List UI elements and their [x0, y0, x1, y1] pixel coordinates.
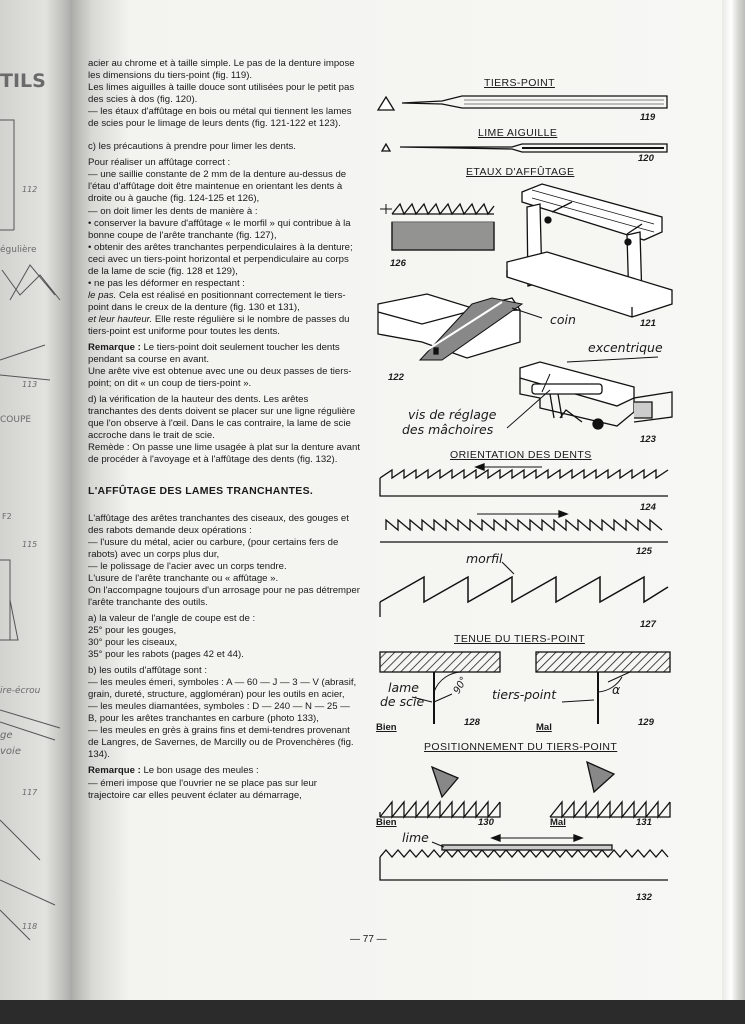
fig-annotation: des mâchoires — [402, 422, 494, 437]
list-item: 25° pour les gouges, — [88, 624, 177, 636]
fig-title: LIME AIGUILLE — [478, 127, 558, 139]
paragraph-rest: Le tiers-point doit seulement toucher les dents pendant sa course en avant. — [88, 342, 340, 366]
bien-label: Bien — [376, 722, 397, 733]
mal-label: Mal — [550, 817, 566, 828]
paragraph: — les meules en grès à grains fins et demi-tendres provenant de Langres, de Savernes, de Marcilly ou de Provenchères (fig. 134). — [88, 725, 354, 761]
fig-title: ORIENTATION DES DENTS — [450, 449, 592, 461]
paragraph: b) les outils d'affûtage sont : — [88, 665, 207, 677]
fig-number: 119 — [640, 112, 656, 123]
flat-file — [442, 845, 612, 850]
paragraph: d) la vérification de la hauteur des dents. Les arêtes tranchantes des dents doivent se placer sur une ligne régulière que l'on observe à l'œil. Dans le cas contraire, la lame de scie accroche dans le trait de scie. — [88, 394, 356, 442]
fig-annotation: lime — [402, 830, 429, 845]
paragraph: — une saillie constante de 2 mm de la denture au-dessus de l'étau d'affûtage doit être maintenue en orientant les dents à droite ou à gauche (fig. 124-125 et 126), — [88, 169, 347, 205]
paragraph: L'usure de l'arête tranchante ou « affûtage ». — [88, 572, 279, 584]
paragraph-rest: Cela est réalisé en positionnant correctement le tiers-point dans le creux de la denture (fig. 130 et 131), — [88, 289, 346, 313]
fig-number: 125 — [636, 546, 652, 557]
saw-blade-hatched — [536, 652, 670, 672]
triangle-section-icon — [378, 97, 394, 110]
saw-teeth-right — [386, 520, 662, 530]
paragraph: — le polissage de l'acier avec un corps tendre. — [88, 560, 287, 572]
remark-label: Remarque : — [88, 342, 141, 354]
paragraph: — les meules émeri, symboles : A — 60 — J — 3 — V (abrasif, grain, dureté, structure, aggloméran) pour les outils en acier, — [88, 677, 357, 701]
paragraph: acier au chrome et à taille simple. Le pas de la denture impose les dimensions du tiers-point (fig. 119). — [88, 58, 355, 82]
fig-number: 132 — [636, 892, 652, 903]
prev-page-label: F2 — [2, 512, 12, 521]
paragraph — [88, 765, 360, 777]
fig-title: TIERS-POINT — [484, 77, 555, 89]
angle-label: α — [612, 682, 621, 697]
tiers-point-triangle — [432, 767, 458, 797]
paragraph: — on doit limer les dents de manière à : — [88, 205, 258, 217]
triangle-section-icon — [382, 144, 390, 151]
paragraph: c) les précautions à prendre pour limer les dents. — [88, 141, 296, 153]
fig-annotation: vis de réglage — [408, 407, 497, 422]
paragraph: • obtenir des arêtes tranchantes perpendiculaires à la denture; ceci avec un tiers-point horizontal et perpendiculaire au corps de la lame de scie (fig. 128 et 129), — [88, 241, 353, 277]
prev-page-header: TILS — [0, 70, 46, 92]
prev-page-label: égulière — [0, 245, 37, 255]
paragraph: Remède : On passe une lime usagée à plat sur la denture avant de procéder à l'avoyage et à l'affûtage des dents (fig. 132). — [88, 442, 360, 466]
fig-number: 128 — [464, 717, 480, 728]
mal-label: Mal — [536, 722, 552, 733]
list-item: 30° pour les ciseaux, — [88, 637, 178, 649]
tiers-point-triangle — [587, 762, 614, 792]
prev-page-label: voie — [0, 746, 21, 757]
saw-blade-hatched — [380, 652, 500, 672]
fig-annotation: excentrique — [588, 340, 663, 355]
bien-label: Bien — [376, 817, 397, 828]
fig-number: 127 — [640, 619, 656, 630]
paragraph: — émeri impose que l'ouvrier ne se place pas sur leur trajectoire car elles peuvent éclater au démarrage, — [88, 777, 317, 801]
saw-teeth — [392, 204, 494, 214]
file-tiers-point — [402, 96, 667, 108]
paragraph: • conserver la bavure d'affûtage « le morfil » qui contribue à la bonne coupe de l'arête tranchante (fig. 127), — [88, 217, 351, 241]
prev-page-label: COUPE — [0, 415, 32, 425]
fig-annotation: coin — [550, 312, 576, 327]
paragraph: — l'usure du métal, acier ou carbure, (pour certains fers de rabots) avec un corps plus dur, — [88, 536, 339, 560]
bottom-band — [0, 1000, 745, 1024]
vise-top-bar — [522, 184, 662, 240]
remark-label: Remarque : — [88, 765, 141, 777]
fig-annotation: tiers-point — [492, 687, 557, 702]
page-edge — [722, 0, 745, 1000]
paragraph: • ne pas les déformer en respectant : — [88, 277, 245, 289]
prev-page-label: 112 — [22, 185, 38, 194]
fig-annotation: de scie — [380, 694, 425, 709]
paragraph-rest: Elle reste régulière si le nombre de passes du tiers-point est uniforme pour toutes les dents. — [88, 313, 350, 337]
emphasis: et leur hauteur. — [88, 313, 153, 325]
fig-annotation: morfil — [466, 551, 503, 566]
paragraph: — les étaux d'affûtage en bois ou métal qui tiennent les lames de scies pour le limage de leurs dents (fig. 121-122 et 123). — [88, 106, 352, 130]
fig-number: 126 — [390, 258, 406, 269]
page-number: — 77 — — [350, 934, 387, 945]
paragraph — [88, 342, 360, 366]
fig-annotation: lame — [388, 680, 419, 695]
fig-number: 121 — [640, 318, 656, 329]
paragraph-rest: Le bon usage des meules : — [140, 765, 259, 777]
emphasis: le pas. — [88, 289, 117, 301]
fig-number: 130 — [478, 817, 494, 828]
saw-teeth-jointing — [380, 850, 668, 857]
vise-base — [507, 252, 672, 317]
paragraph: On l'accompagne toujours d'un arrosage pour ne pas détremper l'arête tranchante des outils. — [88, 584, 360, 608]
prev-page-label: ire-écrou — [0, 686, 41, 696]
prev-page-label: 115 — [22, 540, 38, 549]
fig-number: 129 — [638, 717, 654, 728]
prev-page-label: 117 — [22, 788, 38, 797]
paragraph: a) la valeur de l'angle de coupe est de : — [88, 612, 256, 624]
paragraph: L'affûtage des arêtes tranchantes des ciseaux, des gouges et des rabots demande deux opérations : — [88, 512, 349, 536]
figure-column — [372, 72, 677, 912]
saw-teeth-mal — [550, 802, 670, 817]
saw-teeth-left — [380, 470, 668, 478]
paragraph: Pour réaliser un affûtage correct : — [88, 157, 231, 169]
fig-title: POSITIONNEMENT DU TIERS-POINT — [424, 741, 618, 753]
paragraph — [88, 314, 360, 338]
section-heading: L'AFFÛTAGE DES LAMES TRANCHANTES. — [88, 484, 314, 497]
list-item: 35° pour les rabots (pages 42 et 44). — [88, 649, 244, 661]
fig-title: ETAUX D'AFFÛTAGE — [466, 166, 575, 178]
saw-teeth-morfil — [380, 577, 668, 602]
prev-page-label: 113 — [22, 380, 38, 389]
prev-page-label: 118 — [22, 922, 38, 931]
figure-drawings — [372, 72, 677, 912]
paragraph: Une arête vive est obtenue avec une ou deux passes de tiers-point; on dit « un coup de tiers-point ». — [88, 366, 352, 390]
paragraph: — les meules diamantées, symboles : D — 240 — N — 25 — B, pour les arêtes tranchantes en carbure (photo 133), — [88, 701, 350, 725]
fig-title: TENUE DU TIERS-POINT — [454, 633, 585, 645]
saw-teeth-bien — [380, 802, 500, 817]
fig-number: 124 — [640, 502, 656, 513]
paragraph — [88, 290, 360, 314]
fig-number: 123 — [640, 434, 656, 445]
text-column — [88, 58, 360, 802]
prev-page-label: ge — [0, 730, 13, 741]
fig-number: 131 — [636, 817, 652, 828]
fig-number: 122 — [388, 372, 404, 383]
paragraph: Les limes aiguilles à taille douce sont utilisées pour le petit pas des scies à dos (fig. 120). — [88, 82, 355, 106]
fig-number: 120 — [638, 153, 654, 164]
angle-label: 90° — [451, 675, 471, 696]
